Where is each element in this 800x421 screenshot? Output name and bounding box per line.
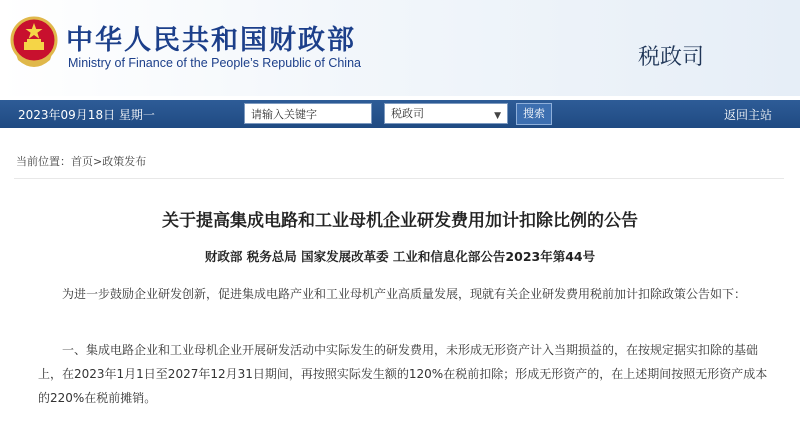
article-title: 关于提高集成电路和工业母机企业研发费用加计扣除比例的公告 bbox=[162, 211, 638, 231]
article-subtitle: 财政部 税务总局 国家发展改革委 工业和信息化部公告2023年第44号 bbox=[204, 249, 596, 264]
divider bbox=[14, 178, 784, 179]
article-paragraph: 为进一步鼓励企业研发创新，促进集成电路产业和工业母机产业高质量发展，现就有关企业研发费用税前加计扣除政策公告如下： bbox=[62, 287, 747, 301]
nav-bar bbox=[0, 100, 800, 128]
return-home-link[interactable]: 返回主站 bbox=[723, 108, 772, 122]
ministry-en-title: Ministry of Finance of the People’s Republic of China bbox=[68, 56, 361, 70]
current-date: 2023年09月18日 星期一 bbox=[18, 108, 155, 122]
site-header bbox=[0, 0, 800, 96]
category-select-value: 税政司 bbox=[391, 107, 424, 120]
chevron-down-icon: ▼ bbox=[494, 111, 501, 121]
category-select[interactable] bbox=[384, 103, 508, 124]
search-button[interactable]: 搜索 bbox=[516, 103, 552, 125]
article-paragraph: 一、集成电路企业和工业母机企业开展研发活动中实际发生的研发费用，未形成无形资产计入当期损益的，在按规定据实扣除的基础上，在2023年1月1日至2027年12月31日期间，再按照实际发生额的120%在税前扣除；形成无形资产的，在上述期间按照无形资产成本的220%在税前摊销。 bbox=[38, 343, 768, 405]
department-title: 税政司 bbox=[637, 45, 704, 70]
search-input[interactable] bbox=[244, 103, 372, 124]
breadcrumb: 当前位置：首页>政策发布 bbox=[16, 155, 147, 168]
national-emblem-icon bbox=[10, 14, 58, 74]
ministry-cn-title: 中华人民共和国财政部 bbox=[66, 25, 356, 56]
